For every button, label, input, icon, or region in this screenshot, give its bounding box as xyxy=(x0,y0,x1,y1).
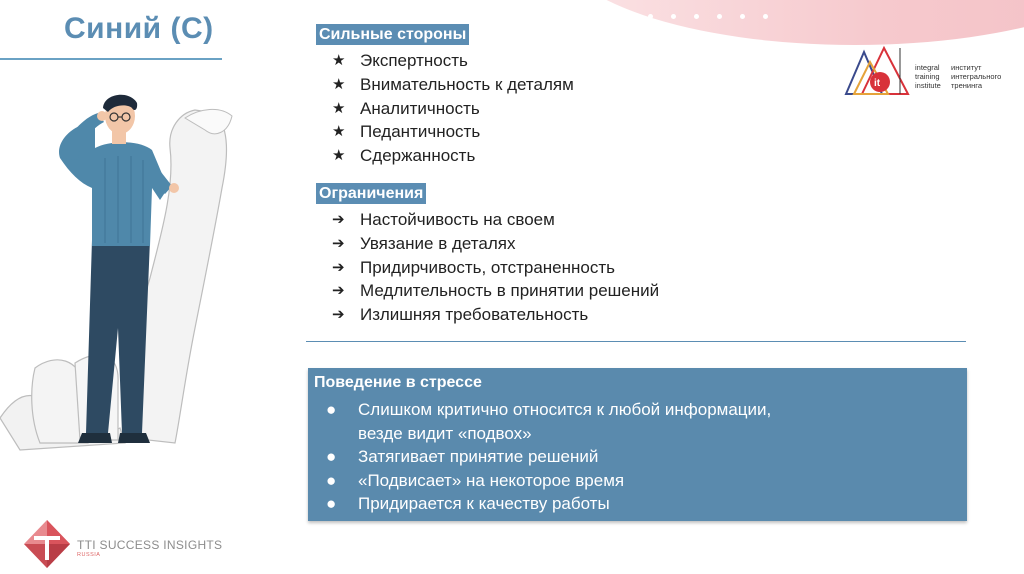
bullet-icon: ● xyxy=(326,470,337,490)
tti-diamond-icon xyxy=(22,518,72,570)
star-icon: ★ xyxy=(332,75,346,93)
tti-logo-sub: RUSSIA xyxy=(77,552,101,558)
arrow-right-icon: ➔ xyxy=(332,258,345,276)
arrow-right-icon: ➔ xyxy=(332,211,345,228)
limitations-heading: Ограничения xyxy=(316,183,426,204)
list-item: ★ Сдержанность xyxy=(316,144,574,168)
strengths-list xyxy=(316,49,574,168)
stress-list xyxy=(308,398,958,516)
arrow-right-icon: ➔ xyxy=(332,282,345,300)
star-icon: ★ xyxy=(332,99,346,117)
strengths-section xyxy=(316,24,574,168)
arrow-right-icon: ➔ xyxy=(332,234,345,252)
star-icon: ★ xyxy=(332,52,346,69)
list-item: ➔ Излишняя требовательность xyxy=(316,303,659,327)
integral-training-institute-logo xyxy=(840,44,1000,98)
list-item: ★ Внимательность к деталям xyxy=(316,73,574,97)
strengths-heading: Сильные стороны xyxy=(316,24,469,45)
limitations-list xyxy=(316,208,659,327)
bullet-icon: ● xyxy=(326,494,337,513)
logo-text-ru: институт интегрального тренинга xyxy=(951,63,1002,90)
list-item: ● Слишком критично относится к любой информации, xyxy=(308,398,958,422)
list-item: ➔ Медлительность в принятии решений xyxy=(316,279,659,303)
person-with-scroll-illustration xyxy=(0,88,280,458)
title-underline xyxy=(0,58,222,60)
list-item-continuation: везде видит «подвох» xyxy=(358,423,532,443)
limitations-section xyxy=(316,183,659,327)
star-icon: ★ xyxy=(332,147,346,165)
triangle-logo-icon xyxy=(840,44,912,98)
list-item: ➔ Придирчивость, отстраненность xyxy=(316,256,659,280)
section-divider xyxy=(306,341,966,342)
decorative-arc xyxy=(555,0,1024,45)
list-item: ★ Экспертность xyxy=(316,49,574,73)
list-item: ➔ Настойчивость на своем xyxy=(316,208,659,232)
list-item: ★ Педантичность xyxy=(316,120,574,144)
decorative-dots xyxy=(648,14,768,22)
list-item: ★ Аналитичность xyxy=(316,97,574,121)
bullet-icon: ● xyxy=(326,400,337,419)
list-item: ➔ Увязание в деталях xyxy=(316,232,659,256)
logo-text-en: integral training institute xyxy=(915,63,941,90)
svg-text:it: it xyxy=(874,78,881,89)
slide-title: Синий (С) xyxy=(64,12,214,45)
tti-success-insights-logo xyxy=(22,518,232,570)
arrow-right-icon: ➔ xyxy=(332,306,345,324)
list-item: ● Затягивает принятие решений xyxy=(308,445,958,469)
star-icon: ★ xyxy=(332,123,346,141)
list-item: ● Придирается к качеству работы xyxy=(308,492,958,516)
stress-behavior-box xyxy=(308,368,967,521)
stress-heading: Поведение в стрессе xyxy=(314,374,482,391)
bullet-icon: ● xyxy=(326,447,337,466)
tti-logo-name: TTI SUCCESS INSIGHTS xyxy=(77,538,223,552)
list-item: ● «Подвисает» на некоторое время xyxy=(308,469,958,493)
